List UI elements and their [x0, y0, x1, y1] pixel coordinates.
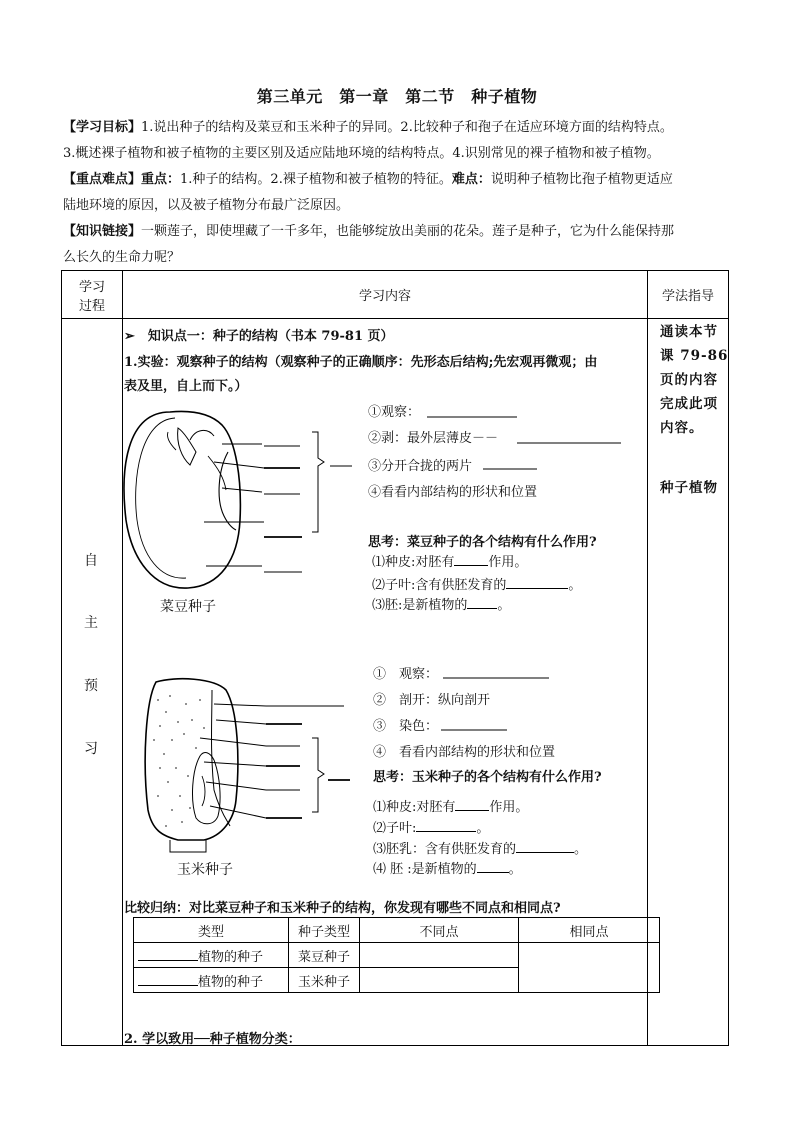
- guide-text: 通读本节 课 79-86 页的内容 完成此项 内容。: [660, 324, 729, 436]
- corn-q3: ⑶胚乳：含有供胚发育的 。: [373, 842, 588, 857]
- corn-leader-lines: [200, 704, 350, 818]
- compare-row1-type: 植物的种子: [134, 943, 289, 968]
- bean-caption: 菜豆种子: [160, 599, 216, 615]
- goal-line-2: 3.概述裸子植物和被子植物的主要区别及适应陆地环境的结构特点。4.识别常见的裸子植物和被子植物。: [63, 146, 660, 161]
- corn-step-3: ③ 染色：: [373, 719, 439, 734]
- page-title: 第三单元 第一章 第二节 种子植物: [256, 87, 538, 106]
- link-line-1: 【知识链接】一颗莲子，即使埋藏了一千多年，也能够绽放出美丽的花朵。莲子是种子，它为什么能保持那: [63, 224, 675, 239]
- bean-leader-lines: [204, 432, 352, 572]
- bean-step-1: ①观察：: [368, 405, 421, 420]
- key-line-2: 陆地环境的原因，以及被子植物分布最广泛原因。: [63, 198, 350, 213]
- knowledge-point-2: 2. 学以致用──种子植物分类：: [124, 1032, 301, 1047]
- corn-step-4: ④ 看看内部结构的形状和位置: [373, 745, 556, 760]
- corn-q4: ⑷ 胚 :是新植物的 。: [373, 862, 522, 877]
- key-line-1: 【重点难点】重点：1.种子的结构。2.裸子植物和被子植物的特征。难点：说明种子植物比孢子植物更适应: [63, 172, 673, 187]
- side-char-3: 预: [84, 678, 98, 694]
- corn-step-1: ① 观察：: [373, 667, 439, 682]
- bean-q2: ⑵子叶:含有供胚发育的 。: [372, 578, 582, 593]
- experiment-line-2: 表及里，自上而下。）: [124, 379, 248, 394]
- corn-q1: ⑴种皮:对胚有 作用。: [373, 800, 529, 815]
- link-line-2: 么长久的生命力呢？: [63, 250, 181, 265]
- compare-header-same: 相同点: [519, 918, 660, 943]
- compare-row1-seed: 菜豆种子: [289, 943, 360, 968]
- bean-step-3: ③分开合拢的两片: [368, 459, 473, 474]
- side-char-1: 自: [84, 553, 98, 569]
- bean-seed-drawing: [124, 411, 240, 588]
- content-header: 学习内容: [123, 271, 648, 319]
- bean-step-2: ②剥：最外层薄皮－－: [368, 431, 499, 446]
- bean-think: 思考：菜豆种子的各个结构有什么作用?: [368, 535, 597, 550]
- compare-row2-type: 植物的种子: [134, 968, 289, 993]
- compare-title: 比较归纳：对比菜豆种子和玉米种子的结构，你发现有哪些不同点和相同点?: [124, 901, 561, 916]
- goal-line-1: 【学习目标】1.说出种子的结构及菜豆和玉米种子的异同。2.比较种子和孢子在适应环境方面的结构特点。: [63, 120, 673, 135]
- side-char-4: 习: [84, 741, 98, 757]
- process-header: 学习 过程: [62, 271, 123, 319]
- bean-q3: ⑶胚:是新植物的 。: [372, 598, 511, 613]
- side-char-2: 主: [84, 615, 98, 631]
- compare-header-type: 类型: [134, 918, 289, 943]
- corn-think: 思考：玉米种子的各个结构有什么作用?: [373, 770, 602, 785]
- guide-header: 学法指导: [648, 271, 729, 319]
- corn-caption: 玉米种子: [177, 862, 233, 878]
- knowledge-point-1: ➢ 知识点一：种子的结构（书本 79-81 页）: [124, 329, 394, 344]
- corn-step-2: ② 剖开：纵向剖开: [373, 693, 491, 708]
- bean-q1: ⑴种皮:对胚有 作用。: [372, 555, 528, 570]
- guide-topic: 种子植物: [660, 480, 718, 496]
- bean-step-4: ④看看内部结构的形状和位置: [368, 485, 538, 500]
- compare-header-diff: 不同点: [360, 918, 519, 943]
- corn-q2: ⑵子叶: 。: [373, 821, 490, 836]
- compare-header-seed: 种子类型: [289, 918, 360, 943]
- compare-row2-seed: 玉米种子: [289, 968, 360, 993]
- experiment-line-1: 1.实验：观察种子的结构（观察种子的正确顺序：先形态后结构;先宏观再微观；由: [124, 355, 598, 370]
